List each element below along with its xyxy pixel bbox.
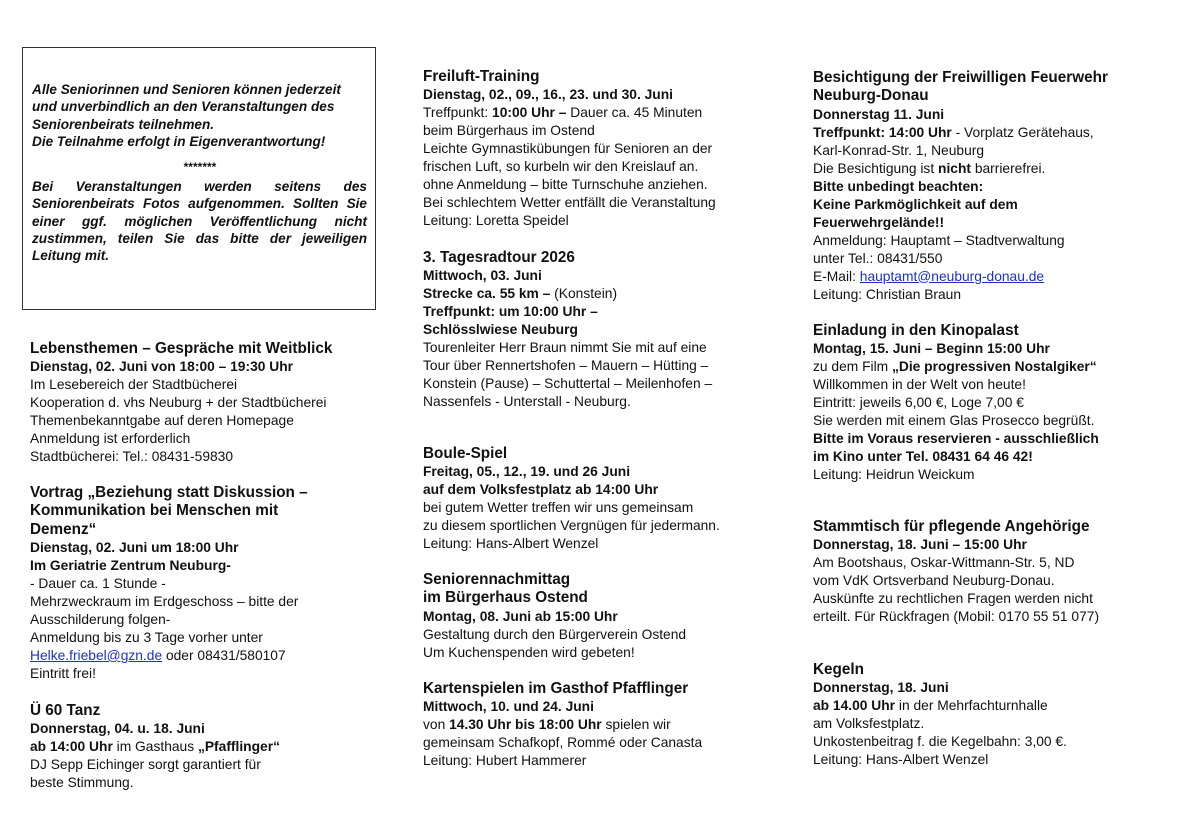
notice-participation: Alle Seniorinnen und Senioren können jederzeit und unverbindlich an den Veranstaltungen des Seniorenbeirats teilnehmen. bbox=[32, 82, 341, 132]
event-line: Kooperation d. vhs Neuburg + der Stadtbücherei bbox=[30, 395, 327, 411]
event-line: Konstein (Pause) – Schuttertal – Meilenhofen – bbox=[423, 376, 713, 392]
event-line: Leitung: Christian Braun bbox=[813, 286, 962, 302]
event-place: in der Mehrfachturnhalle bbox=[895, 698, 1048, 714]
route-length: Strecke ca. 55 km – bbox=[423, 286, 551, 302]
event-line: Leitung: Hubert Hammerer bbox=[423, 753, 587, 769]
event-title: Freiluft-Training bbox=[423, 68, 540, 85]
event-date: Mittwoch, 10. und 24. Juni bbox=[423, 699, 594, 715]
event-kartenspielen bbox=[423, 680, 768, 770]
event-line: am Volksfestplatz. bbox=[813, 716, 925, 732]
route-destination: (Konstein) bbox=[550, 286, 618, 302]
event-accessibility bbox=[813, 160, 1153, 178]
event-freiluft bbox=[423, 68, 768, 230]
event-title: Neuburg-Donau bbox=[813, 87, 929, 105]
event-line: Eintritt frei! bbox=[30, 665, 96, 681]
event-line: beste Stimmung. bbox=[30, 775, 134, 791]
event-line: Stadtbücherei: Tel.: 08431-59830 bbox=[30, 449, 234, 465]
notice-photo: Bei Veranstaltungen werden seitens des Seniorenbeirats Fotos aufgenommen. Sollten Sie einer ggf. möglichen Veröffentlichung nicht zustimmen, teilen Sie das bitte der jeweiligen Leitung mit. bbox=[32, 179, 367, 264]
event-line: unter Tel.: 08431/550 bbox=[813, 250, 943, 266]
event-meeting-place: Schlösslwiese Neuburg bbox=[423, 322, 578, 338]
event-feuerwehr bbox=[813, 69, 1153, 304]
event-time: 14.30 Uhr bis 18:00 Uhr bbox=[449, 717, 602, 733]
meeting-time: Treffpunkt: 14:00 Uhr bbox=[813, 124, 952, 140]
event-line: Sie werden mit einem Glas Prosecco begrüßt. bbox=[813, 413, 1095, 429]
access-not: nicht bbox=[938, 160, 971, 176]
event-date: Donnerstag, 04. u. 18. Juni bbox=[30, 721, 205, 737]
email-link[interactable]: hauptamt@neuburg-donau.de bbox=[859, 268, 1045, 284]
event-title: Boule-Spiel bbox=[423, 445, 508, 462]
event-time: ab 14.00 Uhr bbox=[813, 698, 896, 714]
event-title: 3. Tagesradtour 2026 bbox=[423, 249, 575, 266]
event-kino bbox=[813, 322, 1153, 484]
access-prefix: Die Besichtigung ist bbox=[813, 160, 939, 176]
event-date: Freitag, 05., 12., 19. und 26 Juni bbox=[423, 464, 631, 480]
email-link[interactable]: Helke.friebel@gzn.de bbox=[30, 647, 163, 663]
event-date: Mittwoch, 03. Juni bbox=[423, 268, 542, 284]
event-line: Um Kuchenspenden wird gebeten! bbox=[423, 644, 635, 660]
event-date: Dienstag, 02. Juni um 18:00 Uhr bbox=[30, 539, 239, 555]
event-line: Leichte Gymnastikübungen für Senioren an der bbox=[423, 141, 713, 157]
event-meeting-point: Treffpunkt: um 10:00 Uhr – bbox=[423, 304, 598, 320]
event-radtour bbox=[423, 249, 768, 411]
event-boule bbox=[423, 445, 768, 553]
time-rest: spielen wir bbox=[601, 717, 671, 733]
event-title: Kegeln bbox=[813, 661, 864, 678]
event-title: Besichtigung der Freiwilligen Feuerwehr bbox=[813, 69, 1108, 86]
meeting-label: Treffpunkt: bbox=[423, 105, 493, 121]
meeting-rest: Dauer ca. 45 Minuten bbox=[566, 105, 703, 121]
event-title: Ü 60 Tanz bbox=[30, 702, 101, 719]
event-line: bei gutem Wetter treffen wir uns gemeinsam bbox=[423, 500, 694, 516]
event-line bbox=[30, 647, 378, 665]
event-line: frischen Luft, so kurbeln wir den Kreislauf an. bbox=[423, 159, 699, 175]
event-line: Themenbekanntgabe auf deren Homepage bbox=[30, 413, 294, 429]
event-time-line bbox=[423, 716, 768, 734]
event-line: Anmeldung bis zu 3 Tage vorher unter bbox=[30, 629, 263, 645]
event-line: Ausschilderung folgen- bbox=[30, 611, 171, 627]
event-place: Im Geriatrie Zentrum Neuburg- bbox=[30, 557, 231, 573]
event-title: Kommunikation bei Menschen mit bbox=[30, 502, 279, 520]
event-date: Dienstag, 02. Juni von 18:00 – 19:30 Uhr bbox=[30, 359, 294, 375]
event-date: Donnerstag, 18. Juni – 15:00 Uhr bbox=[813, 537, 1027, 553]
event-lebensthemen bbox=[30, 340, 378, 466]
event-stammtisch bbox=[813, 518, 1153, 626]
event-price: Eintritt: jeweils 6,00 €, Loge 7,00 € bbox=[813, 395, 1024, 411]
email-label: E-Mail: bbox=[813, 268, 860, 284]
event-meeting-point bbox=[423, 104, 768, 122]
event-cost: Unkostenbeitrag f. die Kegelbahn: 3,00 €. bbox=[813, 734, 1067, 750]
event-reservation: im Kino unter Tel. 08431 64 46 42! bbox=[813, 449, 1033, 465]
event-line: Willkommen in der Welt von heute! bbox=[813, 377, 1026, 393]
event-line: Tourenleiter Herr Braun nimmt Sie mit auf eine bbox=[423, 340, 707, 356]
event-line: ohne Anmeldung – bitte Turnschuhe anziehen. bbox=[423, 177, 708, 193]
access-rest: barrierefrei. bbox=[970, 160, 1046, 176]
event-warning: Feuerwehrgelände!! bbox=[813, 214, 945, 230]
notice-responsibility: Die Teilnahme erfolgt in Eigenverantwortung! bbox=[32, 133, 326, 149]
event-line: - Dauer ca. 1 Stunde - bbox=[30, 575, 166, 591]
event-warning: Keine Parkmöglichkeit auf dem bbox=[813, 196, 1018, 212]
film-prefix: zu dem Film bbox=[813, 359, 892, 375]
event-line: Bei schlechtem Wetter entfällt die Veranstaltung bbox=[423, 195, 716, 211]
event-date: Montag, 15. Juni – Beginn 15:00 Uhr bbox=[813, 341, 1050, 357]
event-line: Anmeldung ist erforderlich bbox=[30, 431, 191, 447]
event-line: Auskünfte zu rechtlichen Fragen werden nicht bbox=[813, 591, 1093, 607]
event-title: im Bürgerhaus Ostend bbox=[423, 589, 588, 607]
event-title: Vortrag „Beziehung statt Diskussion – bbox=[30, 484, 308, 501]
event-warning: Bitte unbedingt beachten: bbox=[813, 178, 984, 194]
film-title: „Die progressiven Nostalgiker“ bbox=[891, 359, 1097, 375]
event-title: Kartenspielen im Gasthof Pfafflinger bbox=[423, 680, 689, 697]
event-title: Stammtisch für pflegende Angehörige bbox=[813, 518, 1090, 535]
event-title: Einladung in den Kinopalast bbox=[813, 322, 1019, 339]
event-line: Karl-Konrad-Str. 1, Neuburg bbox=[813, 142, 985, 158]
event-line: Nassenfels - Unterstall - Neuburg. bbox=[423, 394, 631, 410]
event-line: Leitung: Hans-Albert Wenzel bbox=[813, 752, 989, 768]
event-reservation: Bitte im Voraus reservieren - ausschließlich bbox=[813, 431, 1099, 447]
meeting-time: 10:00 Uhr – bbox=[492, 105, 567, 121]
event-time-line bbox=[813, 697, 1153, 715]
phone-text: oder 08431/580107 bbox=[162, 647, 286, 663]
event-title: Lebensthemen – Gespräche mit Weitblick bbox=[30, 340, 333, 357]
event-date: Donnerstag, 18. Juni bbox=[813, 680, 949, 696]
event-line: Tour über Rennertshofen – Mauern – Hütting – bbox=[423, 358, 709, 374]
event-title: Seniorennachmittag bbox=[423, 571, 571, 588]
event-time: ab 14:00 Uhr bbox=[30, 739, 113, 755]
event-line: DJ Sepp Eichinger sorgt garantiert für bbox=[30, 757, 261, 773]
event-line: Am Bootshaus, Oskar-Wittmann-Str. 5, ND bbox=[813, 555, 1075, 571]
event-line: Leitung: Heidrun Weickum bbox=[813, 467, 975, 483]
event-meeting-point bbox=[813, 124, 1153, 142]
event-kegeln bbox=[813, 661, 1153, 769]
event-line: vom VdK Ortsverband Neuburg-Donau. bbox=[813, 573, 1055, 589]
event-line: zu diesem sportlichen Vergnügen für jedermann. bbox=[423, 518, 720, 534]
event-place: auf dem Volksfestplatz ab 14:00 Uhr bbox=[423, 482, 659, 498]
event-film bbox=[813, 358, 1153, 376]
meeting-place: - Vorplatz Gerätehaus, bbox=[951, 124, 1094, 140]
event-line: erteilt. Für Rückfragen (Mobil: 0170 55 51 077) bbox=[813, 609, 1100, 625]
event-line: Im Lesebereich der Stadtbücherei bbox=[30, 377, 238, 393]
event-email-line bbox=[813, 268, 1153, 286]
event-line: Anmeldung: Hauptamt – Stadtverwaltung bbox=[813, 232, 1065, 248]
event-seniorennachmittag bbox=[423, 571, 768, 662]
event-date: Montag, 08. Juni ab 15:00 Uhr bbox=[423, 608, 618, 624]
event-route bbox=[423, 285, 768, 303]
event-tanz bbox=[30, 702, 378, 792]
event-line: Leitung: Loretta Speidel bbox=[423, 213, 569, 229]
event-vortrag bbox=[30, 484, 378, 683]
event-line: Leitung: Hans-Albert Wenzel bbox=[423, 536, 599, 552]
event-line: Mehrzweckraum im Erdgeschoss – bitte der bbox=[30, 593, 299, 609]
event-place-prefix: im Gasthaus bbox=[112, 739, 198, 755]
notice-separator: ******* bbox=[183, 160, 216, 175]
event-line: Gestaltung durch den Bürgerverein Ostend bbox=[423, 626, 687, 642]
event-line: gemeinsam Schafkopf, Rommé oder Canasta bbox=[423, 735, 703, 751]
time-prefix: von bbox=[423, 717, 450, 733]
event-place: „Pfafflinger“ bbox=[197, 739, 280, 755]
event-line: beim Bürgerhaus im Ostend bbox=[423, 123, 595, 139]
event-date: Donnerstag 11. Juni bbox=[813, 106, 945, 122]
event-title: Demenz“ bbox=[30, 520, 97, 538]
event-date: Dienstag, 02., 09., 16., 23. und 30. Juni bbox=[423, 87, 673, 103]
event-time-line bbox=[30, 738, 378, 756]
notice-box bbox=[22, 47, 376, 310]
